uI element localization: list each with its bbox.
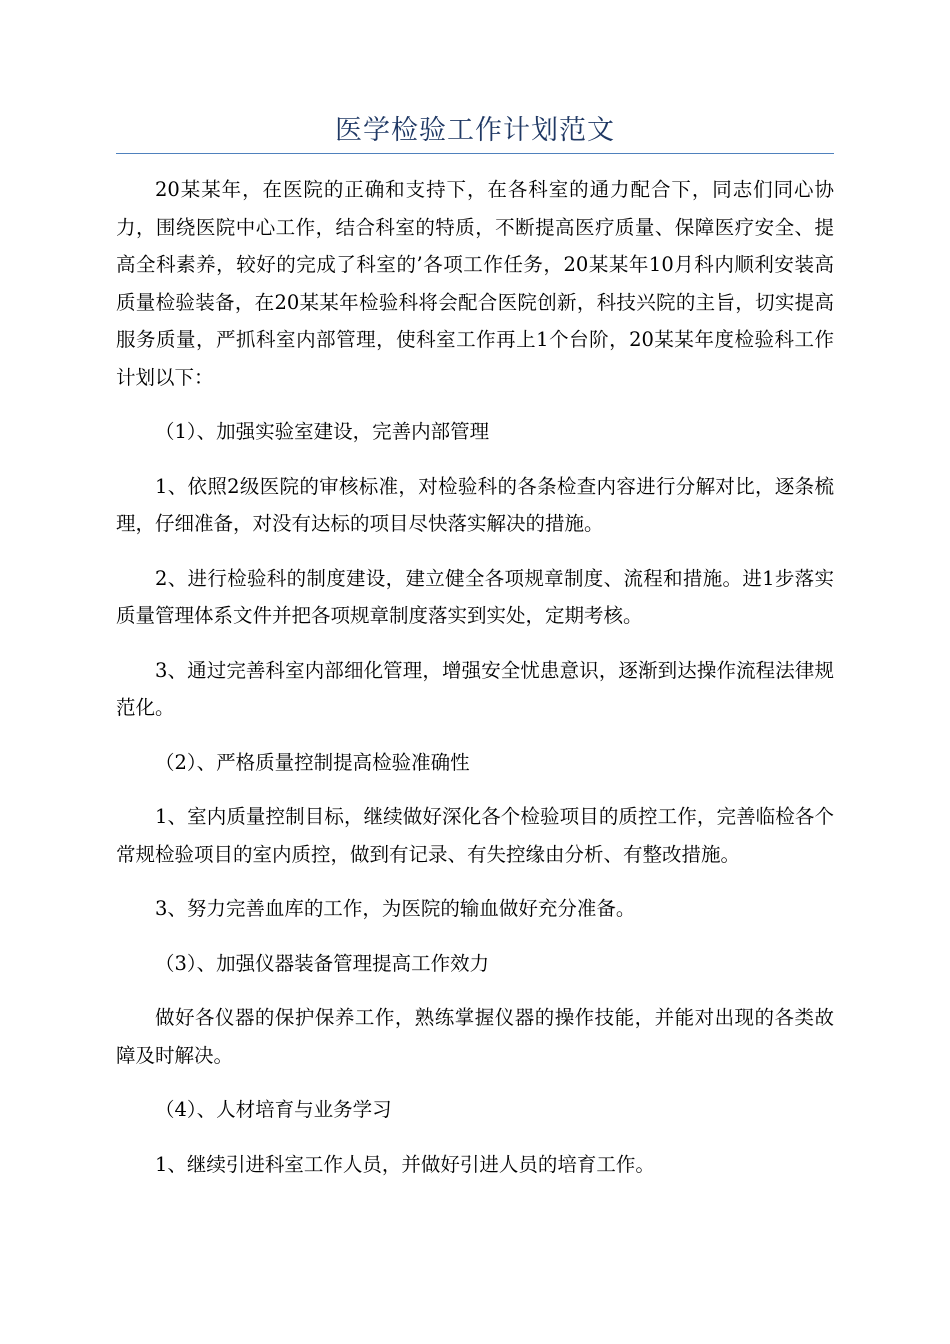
page-title: 医学检验工作计划范文 — [335, 115, 615, 146]
title-divider — [116, 153, 834, 154]
paragraph-2-3: 3、努力完善血库的工作，为医院的输血做好充分准备。 — [155, 897, 636, 920]
paragraph-2-1: 1、室内质量控制目标，继续做好深化各个检验项目的质控工作，完善临检各个常规检验项目的室内质控，做到有记录、有失控缘由分析、有整改措施。 — [116, 805, 834, 866]
paragraph-1-2: 2、进行检验科的制度建设，建立健全各项规章制度、流程和措施。进1步落实质量管理体系文件并把各项规章制度落实到实处，定期考核。 — [116, 566, 834, 627]
paragraph-1-1: 1、依照2级医院的审核标准，对检验科的各条检查内容进行分解对比，逐条梳理，仔细准备，对没有达标的项目尽快落实解决的措施。 — [116, 474, 834, 535]
document-body — [116, 171, 834, 1183]
paragraph-intro: 20某某年，在医院的正确和支持下，在各科室的通力配合下，同志们同心协力，围绕医院中心工作，结合科室的特质，不断提高医疗质量、保障医疗安全、提高全科素养，较好的完成了科室的’各项工作任务，20某某年10月科内顺利安装高质量检验装备，在20某某年检验科将会配合医院创新，科技兴院的主旨，切实提高服务质量，严抓科室内部管理，使科室工作再上1个台阶，20某某年度检验科工作计划以下： — [116, 178, 834, 389]
section-heading-2: （2）、严格质量控制提高检验准确性 — [155, 750, 470, 774]
section-heading-3: （3）、加强仪器装备管理提高工作效力 — [155, 951, 490, 975]
section-heading-1: （1）、加强实验室建设，完善内部管理 — [155, 420, 490, 443]
paragraph-4-1: 1、继续引进科室工作人员，并做好引进人员的培育工作。 — [155, 1152, 655, 1176]
paragraph-3-1: 做好各仪器的保护保养工作，熟练掌握仪器的操作技能，并能对出现的各类故障及时解决。 — [116, 1006, 834, 1067]
paragraph-1-3: 3、通过完善科室内部细化管理，增强安全忧患意识，逐渐到达操作流程法律规范化。 — [116, 658, 834, 719]
section-heading-4: （4）、人材培育与业务学习 — [155, 1098, 392, 1121]
